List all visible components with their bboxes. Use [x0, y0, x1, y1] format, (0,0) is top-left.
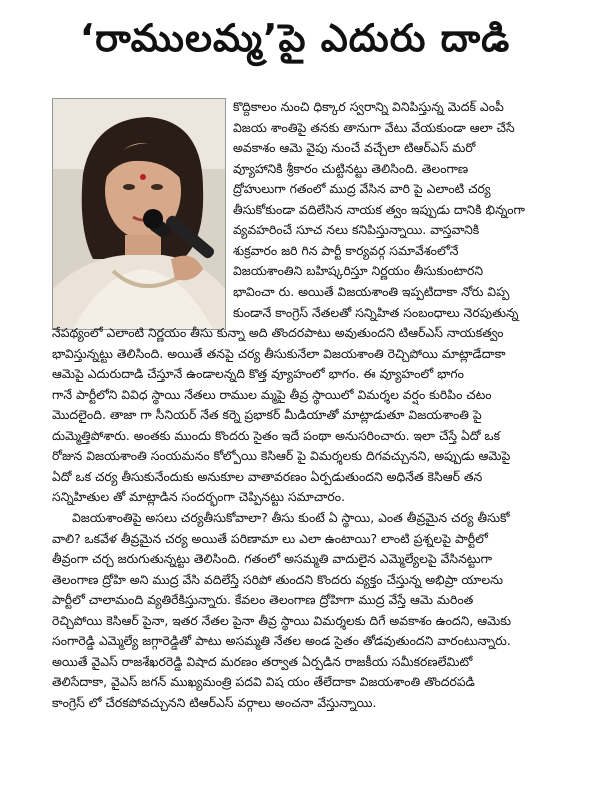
article-line: సంగారెడ్డి ఎమ్మెల్యే జగ్గారెడ్డితో పాటు అసమ్మతి నేతల అండ సైతం తోడవుతుందని వారంటున్నారు. [52, 633, 511, 649]
article-line: దుమ్మెత్తిపోశారు. అంతకు ముందు కొందరు సైతం ఇదే పంథా అనుసరించారు. ఇలా చేస్తే ఏదో ఒక [52, 427, 501, 443]
article-line: మొదలైంది. తాజా గా సీనియర్ నేత కర్నె ప్రభాకర్ మీడియాతో మాట్లాడుతూ విజయశాంతి పై [52, 407, 482, 423]
article-line: వాలి? ఒకవేళ తీవ్రమైన చర్య అయితే పరిణామా లు ఎలా ఉంటాయి? లాంటి ప్రశ్నలపై పార్టీలో [52, 530, 488, 546]
article-line: సన్నిహితుల తో మాట్లాడిన సందర్భంగా చెప్పినట్టు సమాచారం. [52, 489, 346, 505]
article-line: వ్యవహరించే సూచ నలు కనిపిస్తున్నాయి. వాస్తవానికి [233, 222, 480, 238]
article-line: భావించా రు. అయితే విజయశాంతి ఇప్పటిదాకా నోరు విప్ప [233, 284, 510, 299]
article-line: అయితే వైఎస్ రాజశేఖరరెడ్డి విషాద మరణం తర్వాత ఏర్పడిన రాజకీయ సమీకరణలేమిటో [52, 653, 473, 669]
article-line: ఆమెపై ఎదురుదాడి చేస్తూనే ఉండాలన్నది కొత్త వ్యూహంలో భాగం. ఈ వ్యూహంలో భాగం [52, 366, 464, 382]
headline: ‘రాములమ్మ’పై ఎదురు దాడి [79, 16, 511, 60]
article-line: తెలంగాణ ద్రోహి అని ముద్ర వేసి వదిలేస్తే సరిపో తుందని కొందరు వ్యక్తం చేస్తున్న అభిప్రా యాలను [52, 571, 504, 587]
woman-speaking-microphone-photo-icon [53, 99, 225, 329]
article-line: విజయశాంతిపై అసలు చర్యతీసుకోవాలా? తీసు కుంటే ఏ స్థాయి, ఎంత తీవ్రమైన చర్య తీసుకో [72, 510, 510, 525]
article-line: పార్టీలో చాలామంది వ్యతిరేకిస్తున్నారు. కేవలం తెలంగాణ ద్రోహిగా ముద్ర వేస్తే ఆమె మరింత [52, 592, 474, 608]
article-line: వ్యూహానికి శ్రీకారం చుట్టినట్టు తెలిసింది. తెలంగాణ [233, 160, 469, 176]
article-line: తీసుకోకుండా వదిలేసిన నాయక త్వం ఇప్పుడు దానికి భిన్నంగా [233, 201, 525, 217]
article-line: రోజున విజయశాంతి సంయమనం కోల్పోయి కెసిఆర్ పై విమర్శలకు దిగవచ్చునని, అప్పుడు ఆమెపై [52, 448, 511, 464]
article-line: ద్రోహులుగా గతంలో ముద్ర వేసిన వారి పై ఎలాంటి చర్య [233, 181, 491, 197]
article-line: విజయశాంతిని బహిష్కరిస్తూ నిర్ణయం తీసుకుంటారని [233, 263, 484, 279]
article-line: శుక్రవారం జరి గిన పార్టీ కార్యవర్గ సమావేశంలోనే [233, 242, 459, 258]
article-line: కొద్దికాలం నుంచి ధిక్కార స్వరాన్ని వినిపిస్తున్న మెదక్ ఎంపీ [233, 99, 504, 114]
article-line: భావిస్తున్నట్టు తెలిసింది. అయితే తనపై చర్య తీసుకునేలా విజయశాంతి రెచ్చిపోయి మాట్లాడేదాకా [52, 345, 506, 361]
article-line: విజయ శాంతిపై తనకు తానుగా వేటు వేయకుండా ఆలా చేసే [233, 119, 515, 135]
article-line: రెచ్చిపోయి కెసిఆర్ పైనా, ఇతర నేతల పైనా తీవ్ర స్థాయి విమర్శలకు దిగే అవకాశం ఉందని, ఆమెకు [52, 612, 512, 628]
article-line: కుండానే కాంగ్రెస్ నేతలతో సన్నిహిత సంబంధాలు నెరపుతున్న [233, 304, 519, 320]
article-line: గానే పార్టీలోని వివిధ స్థాయి నేతలు రాముల మ్మపై తీవ్ర స్థాయిలో విమర్శల వర్షం కురిపిం చటం [52, 386, 492, 402]
article-line: అవకాశం ఆమె వైపు నుంచే వచ్చేలా టిఆర్ఎస్ మరో [233, 140, 476, 156]
article-line: తీవ్రంగా చర్చ జరుగుతున్నట్టు తెలిసింది. గతంలో అసమ్మతి వాదులైన ఎమ్మెల్యేలపై వేసినట్టుగా [52, 551, 493, 567]
article-line: తెలిసేదాకా, వైఎస్ జగన్ ముఖ్యమంత్రి పదవి విష యం తేలేదాకా విజయశాంతి తొందరపడి [52, 674, 475, 690]
article-photo [52, 98, 226, 330]
article-line: నేపథ్యంలో ఎలాంటి నిర్ణయం తీసు కున్నా అది తొందరపాటు అవుతుందని టిఆర్ఎస్ నాయకత్వం [52, 325, 504, 341]
article-line: కాంగ్రెస్ లో చేరకపోవచ్చునని టిఆర్ఎస్ వర్గాలు అంచనా వేస్తున్నాయి. [52, 695, 377, 710]
article-line: ఏదో ఒక చర్య తీసుకునేందుకు అనుకూల వాతావరణం ఏర్పడుతుందని అధినేత కెసిఆర్ తన [52, 468, 483, 484]
